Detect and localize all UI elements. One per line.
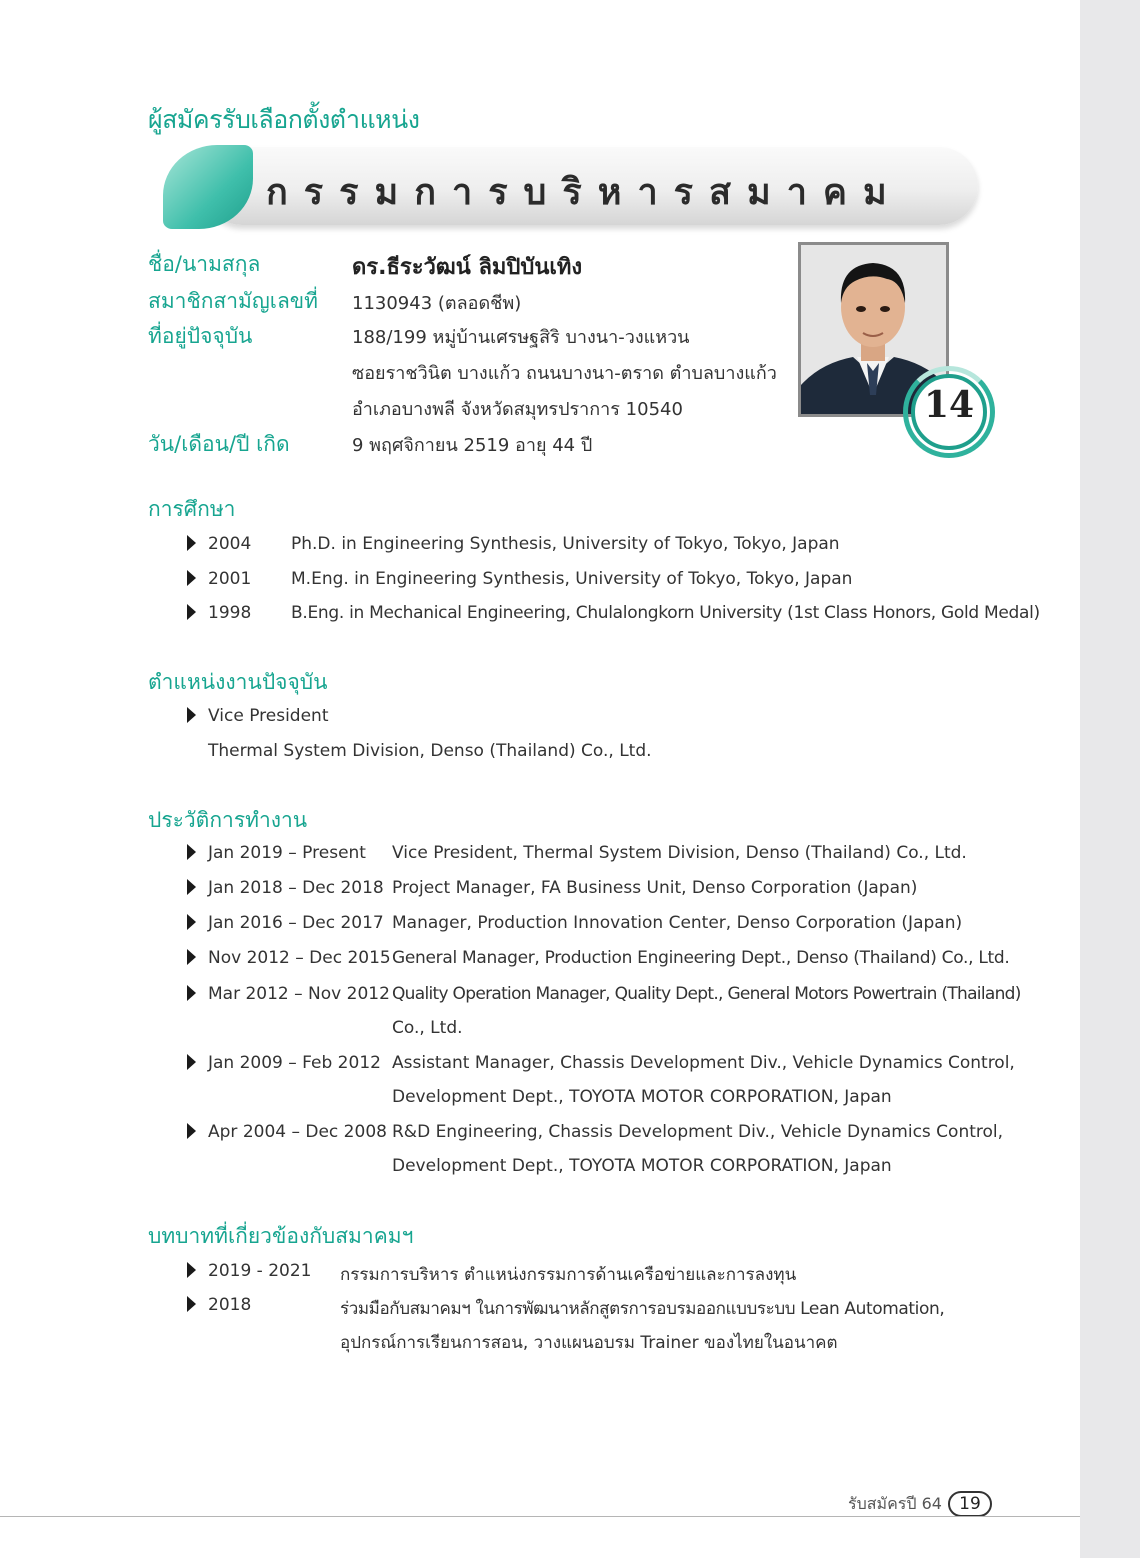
role-description: ร่วมมือกับสมาคมฯ ในการพัฒนาหลักสูตรการอบรมออกแบบระบบ Lean Automation,	[340, 1299, 945, 1319]
work-description: Manager, Production Innovation Center, Denso Corporation (Japan)	[392, 913, 963, 933]
education-degree: B.Eng. in Mechanical Engineering, Chulalongkorn University (1st Class Honors, Gold Medal)	[291, 603, 1040, 623]
work-history-heading: ประวัติการทำงาน	[148, 808, 308, 832]
education-heading: การศึกษา	[148, 497, 236, 521]
banner-title: กรรมการบริหารสมาคม	[266, 172, 903, 213]
education-degree: M.Eng. in Engineering Synthesis, University of Tokyo, Tokyo, Japan	[291, 569, 853, 589]
role-description: อุปกรณ์การเรียนการสอน, วางแผนอบรม Trainer ของไทยในอนาคต	[340, 1333, 838, 1353]
education-year: 2001	[208, 569, 252, 589]
work-period: Jan 2016 – Dec 2017	[208, 913, 384, 933]
work-description: Assistant Manager, Chassis Development Div., Vehicle Dynamics Control,	[392, 1053, 1015, 1073]
date-of-birth: 9 พฤศจิกายน 2519 อายุ 44 ปี	[352, 435, 593, 456]
work-period: Jan 2018 – Dec 2018	[208, 878, 384, 898]
work-period: Jan 2009 – Feb 2012	[208, 1053, 381, 1073]
title-banner	[163, 145, 978, 229]
address-line: อำเภอบางพลี จังหวัดสมุทรปราการ 10540	[352, 399, 683, 420]
side-strip	[1080, 0, 1140, 1558]
role-description: กรรมการบริหาร ตำแหน่งกรรมการด้านเครือข่ายและการลงทุน	[340, 1265, 797, 1285]
current-position-heading: ตำแหน่งงานปัจจุบัน	[148, 670, 328, 694]
candidate-name: ดร.ธีระวัฒน์ ลิมปิบันเทิง	[352, 255, 583, 280]
bullet-icon	[186, 843, 198, 861]
member-number: 1130943 (ตลอดชีพ)	[352, 293, 522, 314]
name-label: ชื่อ/นามสกุล	[148, 252, 261, 276]
bullet-icon	[186, 1261, 198, 1279]
address-line: ซอยราชวินิต บางแก้ว ถนนบางนา-ตราด ตำบลบางแก้ว	[352, 363, 777, 384]
work-description: Vice President, Thermal System Division, Denso (Thailand) Co., Ltd.	[392, 843, 967, 863]
education-year: 2004	[208, 534, 252, 554]
address-label: ที่อยู่ปัจจุบัน	[148, 324, 253, 348]
page-number: 19	[948, 1491, 992, 1517]
bullet-icon	[186, 1295, 198, 1313]
member-label: สมาชิกสามัญเลขที่	[148, 289, 319, 313]
role-year: 2018	[208, 1295, 252, 1315]
current-organization: Thermal System Division, Denso (Thailand) Co., Ltd.	[208, 741, 652, 761]
work-period: Apr 2004 – Dec 2008	[208, 1122, 387, 1142]
footer-divider	[0, 1516, 1080, 1517]
work-description: General Manager, Production Engineering Dept., Denso (Thailand) Co., Ltd.	[392, 948, 1010, 968]
dob-label: วัน/เดือน/ปี เกิด	[148, 432, 290, 456]
work-description: Development Dept., TOYOTA MOTOR CORPORATION, Japan	[392, 1087, 892, 1107]
current-role: Vice President	[208, 706, 329, 726]
bullet-icon	[186, 569, 198, 587]
footer-label: รับสมัครปี 64	[848, 1494, 942, 1513]
candidate-number-badge	[903, 366, 995, 458]
bullet-icon	[186, 706, 198, 724]
association-roles-heading: บทบาทที่เกี่ยวข้องกับสมาคมฯ	[148, 1224, 414, 1248]
role-year: 2019 - 2021	[208, 1261, 312, 1281]
work-period: Mar 2012 – Nov 2012	[208, 984, 390, 1004]
bullet-icon	[186, 603, 198, 621]
bullet-icon	[186, 948, 198, 966]
education-year: 1998	[208, 603, 252, 623]
address-line: 188/199 หมู่บ้านเศรษฐสิริ บางนา-วงแหวน	[352, 327, 690, 348]
bullet-icon	[186, 878, 198, 896]
work-description: R&D Engineering, Chassis Development Div., Vehicle Dynamics Control,	[392, 1122, 1004, 1142]
bullet-icon	[186, 913, 198, 931]
work-period: Jan 2019 – Present	[208, 843, 366, 863]
bullet-icon	[186, 1122, 198, 1140]
bullet-icon	[186, 984, 198, 1002]
work-description: Quality Operation Manager, Quality Dept., General Motors Powertrain (Thailand)	[392, 984, 1021, 1004]
bullet-icon	[186, 534, 198, 552]
kicker-heading: ผู้สมัครรับเลือกตั้งตำแหน่ง	[148, 105, 420, 134]
education-degree: Ph.D. in Engineering Synthesis, University of Tokyo, Tokyo, Japan	[291, 534, 840, 554]
work-description: Project Manager, FA Business Unit, Denso Corporation (Japan)	[392, 878, 918, 898]
work-description: Co., Ltd.	[392, 1018, 463, 1038]
candidate-number: 14	[923, 384, 975, 426]
work-period: Nov 2012 – Dec 2015	[208, 948, 391, 968]
work-description: Development Dept., TOYOTA MOTOR CORPORATION, Japan	[392, 1156, 892, 1176]
bullet-icon	[186, 1053, 198, 1071]
